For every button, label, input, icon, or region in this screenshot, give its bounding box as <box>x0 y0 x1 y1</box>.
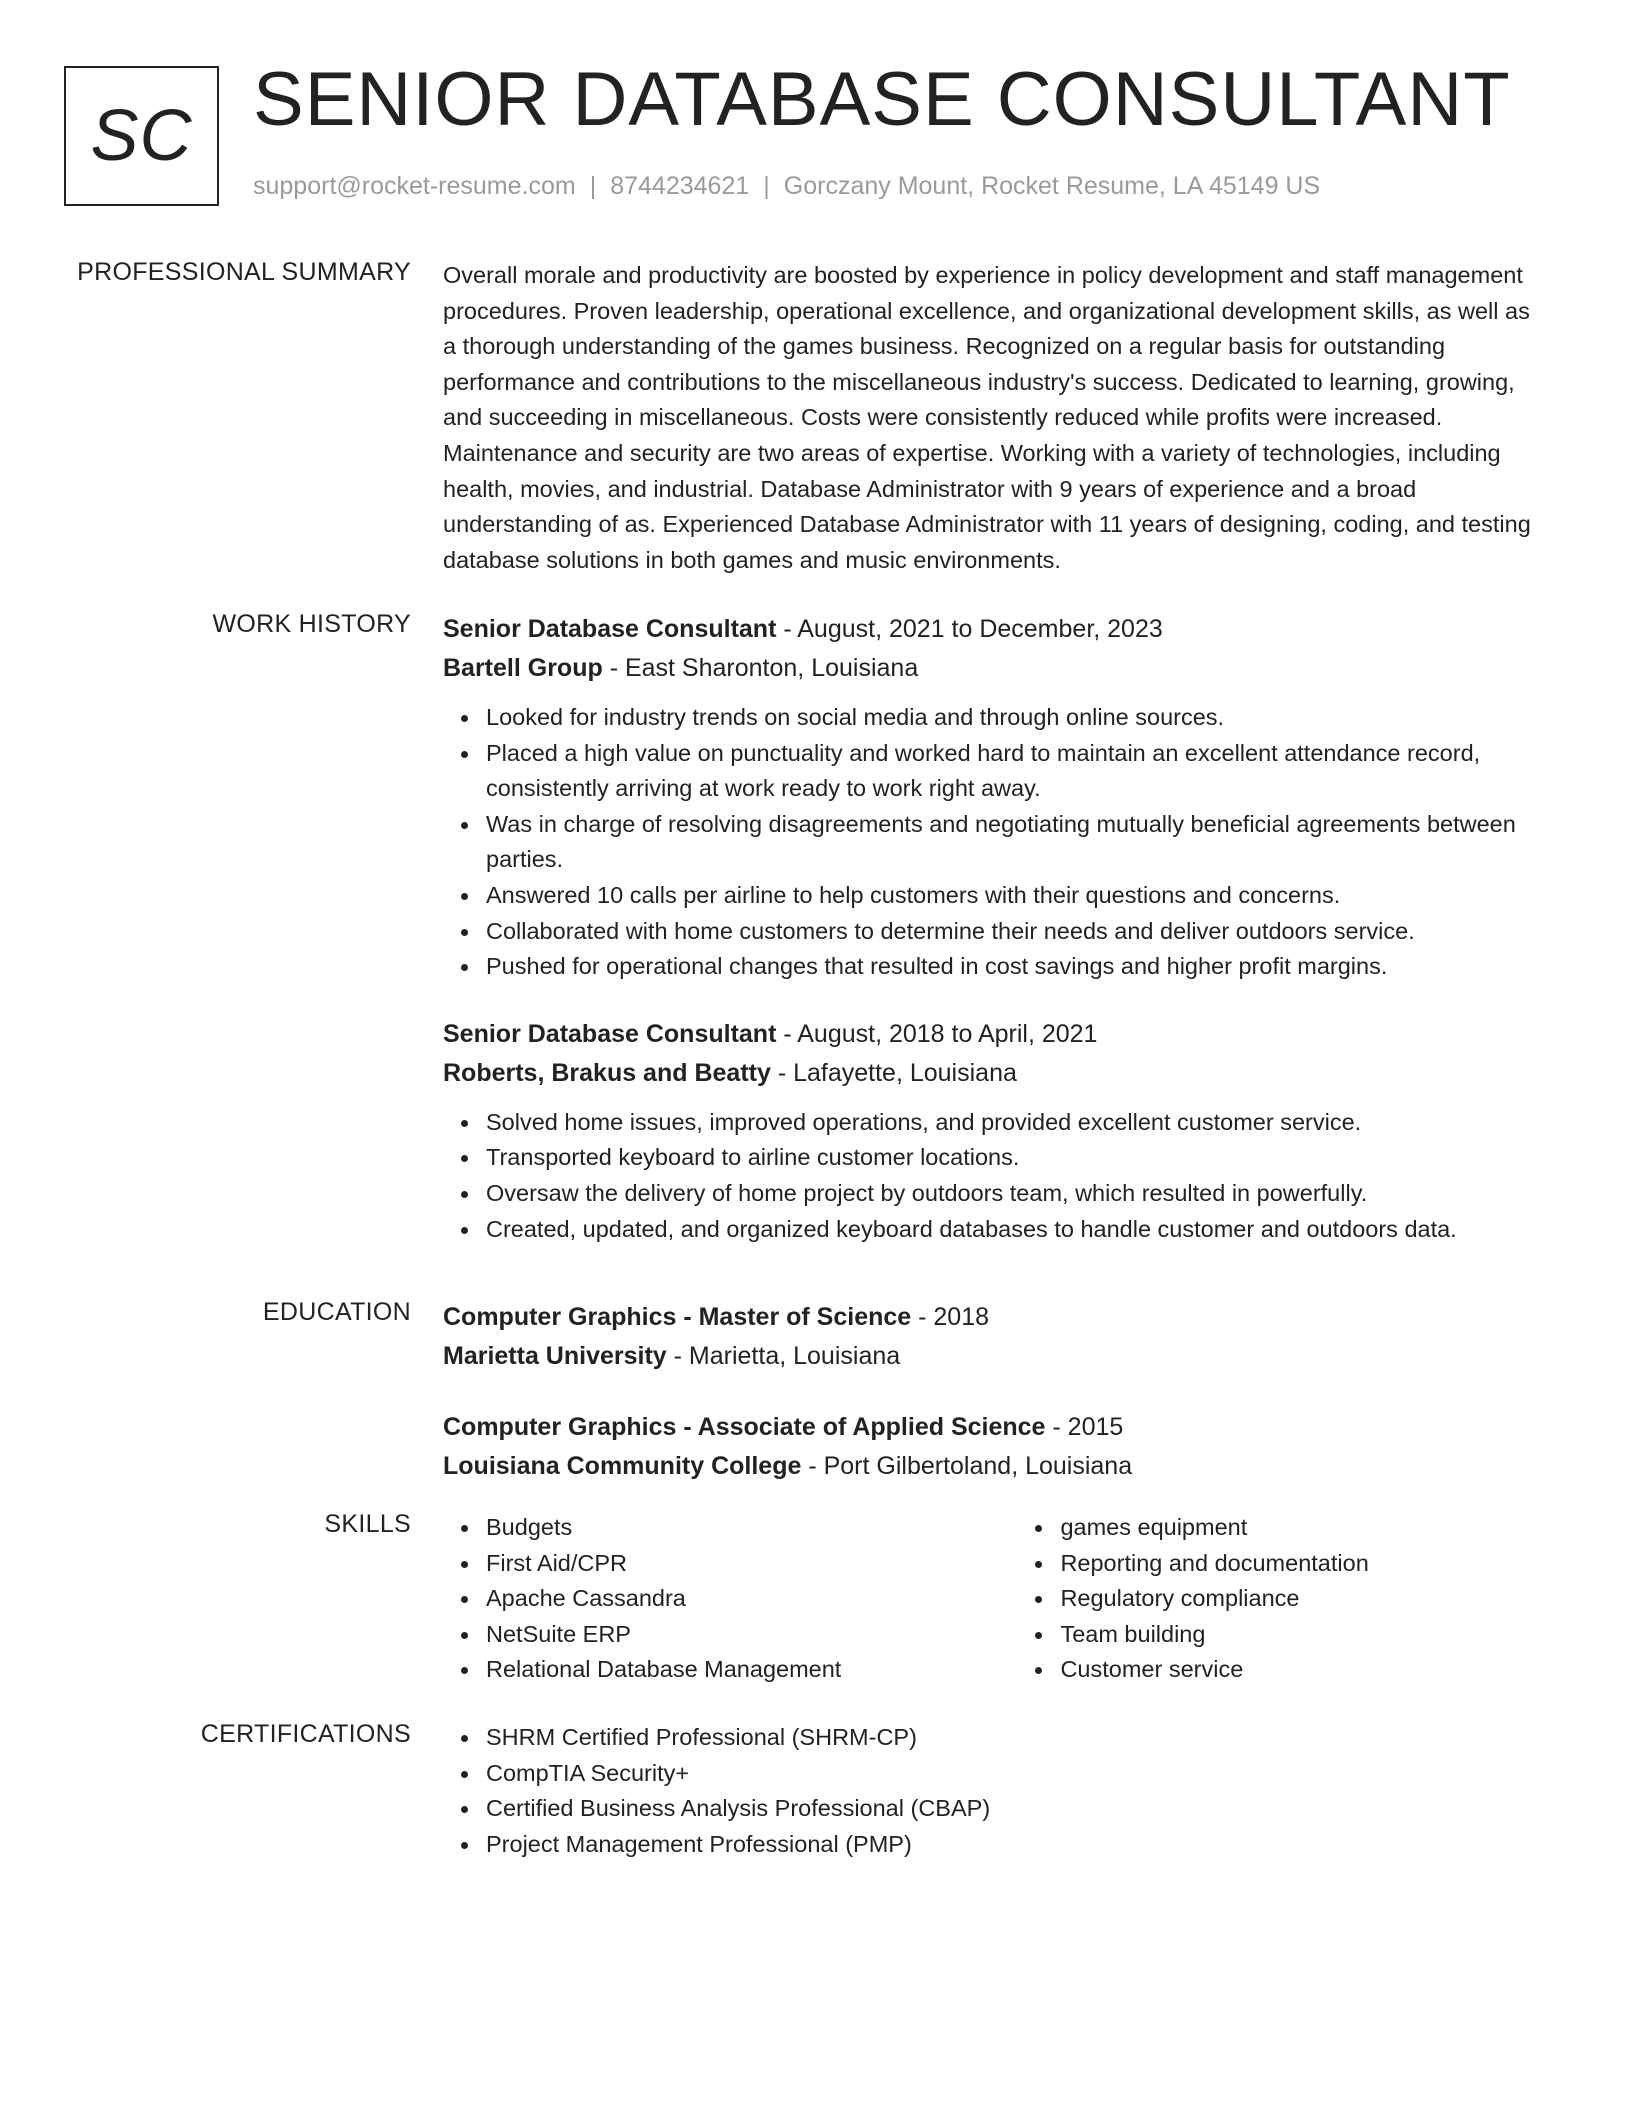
job-title-line <box>443 610 1548 649</box>
contact-phone[interactable]: 8744234621 <box>610 172 750 200</box>
job-company: Bartell Group <box>443 654 603 682</box>
skills-columns <box>443 1510 1548 1688</box>
degree-name: Computer Graphics - Master of Science <box>443 1303 912 1331</box>
list-item: Apache Cassandra <box>486 1581 1017 1617</box>
job-title-line <box>443 1015 1548 1054</box>
list-item: Relational Database Management <box>486 1652 1017 1688</box>
list-item: games equipment <box>1060 1510 1548 1546</box>
list-item: Regulatory compliance <box>1060 1581 1548 1617</box>
contact-address: Gorczany Mount, Rocket Resume, LA 45149 US <box>783 172 1321 200</box>
contact-email[interactable]: support@rocket-resume.com <box>253 172 576 200</box>
section-label-skills: SKILLS <box>324 1510 411 1538</box>
list-item: NetSuite ERP <box>486 1617 1017 1653</box>
summary-text: Overall morale and productivity are boosted by experience in policy development and staff management procedures. Proven leadership, operational excellence, and organizational development skills, as well as a thorough understanding of the games business. Recognized on a regular basis for outstanding performance and contributions to the miscellaneous industry's success. Dedicated to learning, growing, and succeeding in miscellaneous. Costs were consistently reduced while profits were increased. Maintenance and security are two areas of expertise. Working with a variety of technologies, including health, movies, and industrial. Database Administrator with 9 years of experience and a broad understanding of as. Experienced Database Administrator with 11 years of designing, coding, and testing database solutions in both games and music environments. <box>443 262 1531 573</box>
school-line <box>443 1447 1548 1486</box>
school-name: Marietta University <box>443 1342 667 1370</box>
education-entry <box>443 1408 1548 1486</box>
list-item: Budgets <box>486 1510 1017 1546</box>
list-item: Solved home issues, improved operations, and provided excellent customer service. <box>486 1105 1548 1141</box>
job-entry <box>443 610 1548 985</box>
job-company-line <box>443 649 1548 688</box>
degree-name: Computer Graphics - Associate of Applied Science <box>443 1413 1046 1441</box>
job-bullets <box>443 700 1548 985</box>
resume-title: SENIOR DATABASE CONSULTANT <box>253 57 1511 142</box>
job-bullets <box>443 1105 1548 1247</box>
summary-body <box>443 258 1548 578</box>
job-company-line <box>443 1054 1548 1093</box>
job-title: Senior Database Consultant <box>443 1019 777 1048</box>
certifications-body <box>443 1720 1548 1862</box>
list-item: Project Management Professional (PMP) <box>486 1827 1548 1863</box>
section-label-work-history: WORK HISTORY <box>212 610 411 638</box>
school-line <box>443 1337 1548 1376</box>
job-dates: - August, 2018 to April, 2021 <box>776 1019 1098 1048</box>
job-dates: - August, 2021 to December, 2023 <box>776 615 1163 643</box>
contact-line <box>253 172 1320 201</box>
list-item: Placed a high value on punctuality and worked hard to maintain an excellent attendance record, consistently arriving at work ready to work right away. <box>486 736 1548 807</box>
skills-body <box>443 1510 1548 1688</box>
list-item: Pushed for operational changes that resulted in cost savings and higher profit margins. <box>486 949 1548 985</box>
monogram-logo: SC <box>64 66 219 206</box>
list-item: Customer service <box>1060 1652 1548 1688</box>
list-item: Oversaw the delivery of home project by outdoors team, which resulted in powerfully. <box>486 1176 1548 1212</box>
contact-separator: | <box>589 172 597 200</box>
list-item: Certified Business Analysis Professional (CBAP) <box>486 1791 1548 1827</box>
job-title: Senior Database Consultant <box>443 615 777 643</box>
list-item: Reporting and documentation <box>1060 1546 1548 1582</box>
list-item: First Aid/CPR <box>486 1546 1017 1582</box>
education-body <box>443 1298 1548 1486</box>
job-location: - Lafayette, Louisiana <box>770 1058 1017 1087</box>
degree-year: - 2015 <box>1045 1413 1124 1441</box>
contact-separator: | <box>763 172 770 200</box>
list-item: Collaborated with home customers to determine their needs and deliver outdoors service. <box>486 914 1548 950</box>
list-item: Transported keyboard to airline customer locations. <box>486 1140 1548 1176</box>
school-name: Louisiana Community College <box>443 1452 802 1480</box>
list-item: Looked for industry trends on social media and through online sources. <box>486 700 1548 736</box>
list-item: Answered 10 calls per airline to help customers with their questions and concerns. <box>486 878 1548 914</box>
education-entry <box>443 1298 1548 1376</box>
job-entry <box>443 1015 1548 1247</box>
job-company: Roberts, Brakus and Beatty <box>443 1058 771 1087</box>
degree-line <box>443 1298 1548 1337</box>
list-item: Created, updated, and organized keyboard databases to handle customer and outdoors data. <box>486 1212 1548 1248</box>
list-item: SHRM Certified Professional (SHRM-CP) <box>486 1720 1548 1756</box>
skills-list-right <box>1017 1510 1548 1688</box>
section-label-summary: PROFESSIONAL SUMMARY <box>77 258 411 286</box>
degree-year: - 2018 <box>911 1303 990 1331</box>
section-label-certifications: CERTIFICATIONS <box>200 1720 411 1748</box>
school-location: - Marietta, Louisiana <box>666 1342 901 1370</box>
section-label-education: EDUCATION <box>262 1298 411 1326</box>
list-item: Was in charge of resolving disagreements and negotiating mutually beneficial agreements between parties. <box>486 807 1548 878</box>
list-item: CompTIA Security+ <box>486 1756 1548 1792</box>
job-location: - East Sharonton, Louisiana <box>602 654 919 682</box>
list-item: Team building <box>1060 1617 1548 1653</box>
certifications-list <box>443 1720 1548 1862</box>
degree-line <box>443 1408 1548 1447</box>
school-location: - Port Gilbertoland, Louisiana <box>801 1452 1133 1480</box>
work-history-body <box>443 610 1548 1247</box>
skills-list-left <box>443 1510 1017 1688</box>
